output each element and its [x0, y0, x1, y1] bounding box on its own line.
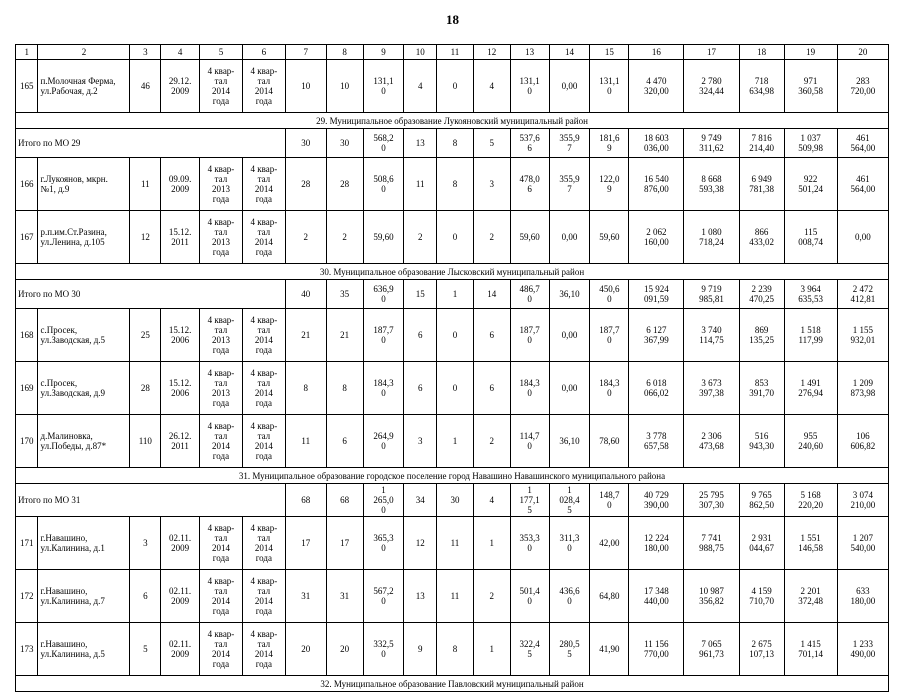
column-number-cell: 7	[285, 45, 326, 60]
table-cell: 15.12. 2011	[161, 211, 200, 264]
total-cell: 1 028,4 5	[549, 484, 590, 517]
address-cell: п.Молочная Ферма, ул.Рабочая, д.2	[38, 60, 130, 113]
table-cell: 46	[130, 60, 161, 113]
table-cell: 2 675 107,13	[739, 623, 784, 676]
table-cell: 1 155 932,01	[837, 309, 888, 362]
table-cell: 25	[130, 309, 161, 362]
table-cell: 184,3 0	[510, 362, 549, 415]
table-cell: 173	[16, 623, 38, 676]
table-cell: 2 931 044,67	[739, 517, 784, 570]
table-cell: 02.11. 2009	[161, 570, 200, 623]
table-cell: 4 квар- тал 2014 года	[242, 309, 285, 362]
table-cell: 167	[16, 211, 38, 264]
section-header-row	[16, 113, 889, 129]
table-row	[16, 415, 889, 468]
table-cell: 9	[404, 623, 437, 676]
table-cell: 2 306 473,68	[684, 415, 739, 468]
total-cell: 1 265,0 0	[363, 484, 404, 517]
table-cell: 17	[326, 517, 363, 570]
table-cell: 59,60	[363, 211, 404, 264]
table-cell: 7 065 961,73	[684, 623, 739, 676]
table-cell: 2	[404, 211, 437, 264]
table-cell: 4 квар- тал 2014 года	[242, 570, 285, 623]
table-cell: 187,7 0	[363, 309, 404, 362]
table-cell: 0	[437, 60, 474, 113]
table-cell: 122,0 9	[590, 158, 629, 211]
table-cell: 21	[285, 309, 326, 362]
table-cell: 15.12. 2006	[161, 309, 200, 362]
table-cell: 718 634,98	[739, 60, 784, 113]
total-row	[16, 129, 889, 158]
table-cell: 4 квар- тал 2014 года	[199, 570, 242, 623]
column-number-cell: 8	[326, 45, 363, 60]
table-cell: 866 433,02	[739, 211, 784, 264]
total-cell: 13	[404, 129, 437, 158]
total-cell: 5 168 220,20	[784, 484, 837, 517]
section-title: 29. Муниципальное образование Лукояновский муниципальный район	[16, 113, 889, 129]
column-number-cell: 18	[739, 45, 784, 60]
housing-program-table	[15, 44, 889, 692]
total-cell: 181,6 9	[590, 129, 629, 158]
total-cell: 30	[437, 484, 474, 517]
table-cell: 4 квар- тал 2014 года	[199, 517, 242, 570]
table-cell: 4 квар- тал 2014 года	[242, 211, 285, 264]
table-cell: 922 501,24	[784, 158, 837, 211]
table-cell: 332,5 0	[363, 623, 404, 676]
table-cell: 0,00	[549, 211, 590, 264]
total-cell: 461 564,00	[837, 129, 888, 158]
address-cell: г.Навашино, ул.Калинина, д.1	[38, 517, 130, 570]
section-title: 31. Муниципальное образование городское поселение город Навашино Навашинского муниципального района	[16, 468, 889, 484]
table-cell: 2 062 160,00	[629, 211, 684, 264]
total-cell: 2 239 470,25	[739, 280, 784, 309]
table-cell: 2	[473, 415, 510, 468]
table-cell: 6	[404, 309, 437, 362]
table-cell: 114,7 0	[510, 415, 549, 468]
table-cell: 11 156 770,00	[629, 623, 684, 676]
total-label: Итого по МО 30	[16, 280, 286, 309]
total-label: Итого по МО 29	[16, 129, 286, 158]
table-cell: 28	[326, 158, 363, 211]
table-cell: 2	[326, 211, 363, 264]
table-cell: 4 квар- тал 2014 года	[242, 517, 285, 570]
total-cell: 3 074 210,00	[837, 484, 888, 517]
table-cell: 2 780 324,44	[684, 60, 739, 113]
total-cell: 2 472 412,81	[837, 280, 888, 309]
total-cell: 9 765 862,50	[739, 484, 784, 517]
table-cell: 353,3 0	[510, 517, 549, 570]
table-cell: 106 606,82	[837, 415, 888, 468]
table-cell: 7 741 988,75	[684, 517, 739, 570]
table-cell: 11	[130, 158, 161, 211]
total-cell: 1 177,1 5	[510, 484, 549, 517]
table-cell: 11	[437, 570, 474, 623]
column-number-cell: 20	[837, 45, 888, 60]
address-cell: с.Просек, ул.Заводская, д.9	[38, 362, 130, 415]
table-cell: 322,4 5	[510, 623, 549, 676]
table-cell: 3	[404, 415, 437, 468]
table-cell: 8	[326, 362, 363, 415]
table-cell: 1	[437, 415, 474, 468]
table-cell: 1	[473, 623, 510, 676]
table-cell: 31	[285, 570, 326, 623]
table-cell: 6	[473, 309, 510, 362]
address-cell: д.Малиновка, ул.Победы, д.87*	[38, 415, 130, 468]
table-cell: 21	[326, 309, 363, 362]
table-cell: 10	[285, 60, 326, 113]
table-cell: 311,3 0	[549, 517, 590, 570]
table-row	[16, 60, 889, 113]
table-cell: 633 180,00	[837, 570, 888, 623]
total-cell: 450,6 0	[590, 280, 629, 309]
table-cell: 12	[404, 517, 437, 570]
table-cell: 4 квар- тал 2014 года	[242, 415, 285, 468]
table-cell: 4 квар- тал 2013 года	[199, 362, 242, 415]
address-cell: с.Просек, ул.Заводская, д.5	[38, 309, 130, 362]
table-cell: 166	[16, 158, 38, 211]
table-cell: 6	[404, 362, 437, 415]
table-cell: 6 127 367,99	[629, 309, 684, 362]
column-number-cell: 14	[549, 45, 590, 60]
total-cell: 3 964 635,53	[784, 280, 837, 309]
page-number: 18	[446, 12, 459, 27]
total-label: Итого по МО 31	[16, 484, 286, 517]
column-number-cell: 19	[784, 45, 837, 60]
table-cell: 4 квар- тал 2014 года	[242, 362, 285, 415]
table-cell: 1 209 873,98	[837, 362, 888, 415]
column-number-cell: 4	[161, 45, 200, 60]
table-cell: 4 квар- тал 2014 года	[242, 623, 285, 676]
table-cell: 508,6 0	[363, 158, 404, 211]
section-header-row	[16, 676, 889, 692]
table-cell: 170	[16, 415, 38, 468]
total-cell: 15 924 091,59	[629, 280, 684, 309]
table-cell: 31	[326, 570, 363, 623]
table-cell: 4 159 710,70	[739, 570, 784, 623]
table-cell: 461 564,00	[837, 158, 888, 211]
total-cell: 5	[473, 129, 510, 158]
table-row	[16, 158, 889, 211]
column-number-cell: 9	[363, 45, 404, 60]
table-cell: 131,1 0	[590, 60, 629, 113]
total-cell: 34	[404, 484, 437, 517]
total-cell: 68	[326, 484, 363, 517]
table-cell: 10 987 356,82	[684, 570, 739, 623]
table-cell: 4 квар- тал 2014 года	[199, 415, 242, 468]
table-cell: 187,7 0	[590, 309, 629, 362]
table-cell: 4	[404, 60, 437, 113]
table-cell: 168	[16, 309, 38, 362]
table-cell: 6 949 781,38	[739, 158, 784, 211]
total-cell: 25 795 307,30	[684, 484, 739, 517]
column-number-row	[16, 45, 889, 60]
table-cell: 283 720,00	[837, 60, 888, 113]
table-cell: 184,3 0	[363, 362, 404, 415]
table-cell: 516 943,30	[739, 415, 784, 468]
table-row	[16, 362, 889, 415]
table-cell: 8 668 593,38	[684, 158, 739, 211]
column-number-cell: 3	[130, 45, 161, 60]
total-cell: 636,9 0	[363, 280, 404, 309]
section-title: 30. Муниципальное образование Лысковский муниципальный район	[16, 264, 889, 280]
table-cell: 17 348 440,00	[629, 570, 684, 623]
table-cell: 0	[437, 309, 474, 362]
table-cell: 12 224 180,00	[629, 517, 684, 570]
table-cell: 4 квар- тал 2014 года	[242, 158, 285, 211]
table-cell: 6	[130, 570, 161, 623]
table-cell: 15.12. 2006	[161, 362, 200, 415]
address-cell: г.Навашино, ул.Калинина, д.7	[38, 570, 130, 623]
table-cell: 4 квар- тал 2013 года	[199, 211, 242, 264]
total-cell: 36,10	[549, 280, 590, 309]
table-cell: 3 740 114,75	[684, 309, 739, 362]
table-cell: 4 квар- тал 2014 года	[199, 623, 242, 676]
table-cell: 131,1 0	[510, 60, 549, 113]
table-cell: 115 008,74	[784, 211, 837, 264]
column-number-cell: 6	[242, 45, 285, 60]
table-row	[16, 570, 889, 623]
table-cell: 172	[16, 570, 38, 623]
table-cell: 187,7 0	[510, 309, 549, 362]
total-cell: 18 603 036,00	[629, 129, 684, 158]
table-cell: 36,10	[549, 415, 590, 468]
total-cell: 40	[285, 280, 326, 309]
table-cell: 11	[437, 517, 474, 570]
section-title: 32. Муниципальное образование Павловский муниципальный район	[16, 676, 889, 692]
section-header-row	[16, 264, 889, 280]
column-number-cell: 13	[510, 45, 549, 60]
total-cell: 148,7 0	[590, 484, 629, 517]
column-number-cell: 17	[684, 45, 739, 60]
table-cell: 6	[326, 415, 363, 468]
table-cell: 264,9 0	[363, 415, 404, 468]
total-cell: 14	[473, 280, 510, 309]
table-cell: 1 415 701,14	[784, 623, 837, 676]
column-number-cell: 5	[199, 45, 242, 60]
table-cell: 131,1 0	[363, 60, 404, 113]
table-cell: 4 квар- тал 2013 года	[199, 158, 242, 211]
table-cell: 169	[16, 362, 38, 415]
column-number-cell: 12	[473, 45, 510, 60]
table-cell: 4 квар- тал 2013 года	[199, 309, 242, 362]
table-cell: 1 233 490,00	[837, 623, 888, 676]
table-cell: 171	[16, 517, 38, 570]
table-cell: 13	[404, 570, 437, 623]
table-cell: 280,5 5	[549, 623, 590, 676]
total-cell: 1 037 509,98	[784, 129, 837, 158]
table-cell: 184,3 0	[590, 362, 629, 415]
table-cell: 4 квар- тал 2014 года	[199, 60, 242, 113]
table-cell: 59,60	[590, 211, 629, 264]
table-cell: 02.11. 2009	[161, 623, 200, 676]
table-row	[16, 517, 889, 570]
table-cell: 64,80	[590, 570, 629, 623]
table-cell: 436,6 0	[549, 570, 590, 623]
table-cell: 3	[130, 517, 161, 570]
table-cell: 17	[285, 517, 326, 570]
total-cell: 568,2 0	[363, 129, 404, 158]
column-number-cell: 11	[437, 45, 474, 60]
table-cell: 0	[437, 211, 474, 264]
table-cell: 110	[130, 415, 161, 468]
table-cell: 2	[473, 211, 510, 264]
total-cell: 537,6 6	[510, 129, 549, 158]
section-header-row	[16, 468, 889, 484]
table-cell: 165	[16, 60, 38, 113]
table-cell: 4 квар- тал 2014 года	[242, 60, 285, 113]
table-cell: 4 470 320,00	[629, 60, 684, 113]
table-row	[16, 309, 889, 362]
total-cell: 486,7 0	[510, 280, 549, 309]
total-cell: 35	[326, 280, 363, 309]
table-cell: 11	[404, 158, 437, 211]
table-cell: 20	[285, 623, 326, 676]
table-cell: 567,2 0	[363, 570, 404, 623]
table-cell: 355,9 7	[549, 158, 590, 211]
address-cell: г.Лукоянов, мкрн. №1, д.9	[38, 158, 130, 211]
table-cell: 955 240,60	[784, 415, 837, 468]
table-cell: 02.11. 2009	[161, 517, 200, 570]
total-cell: 30	[285, 129, 326, 158]
table-cell: 26.12. 2011	[161, 415, 200, 468]
total-cell: 40 729 390,00	[629, 484, 684, 517]
table-cell: 0,00	[549, 309, 590, 362]
table-cell: 0,00	[549, 362, 590, 415]
total-cell: 7 816 214,40	[739, 129, 784, 158]
table-cell: 6 018 066,02	[629, 362, 684, 415]
table-cell: 42,00	[590, 517, 629, 570]
table-cell: 6	[473, 362, 510, 415]
address-cell: р.п.им.Ст.Разина, ул.Ленина, д.105	[38, 211, 130, 264]
table-row	[16, 211, 889, 264]
table-cell: 853 391,70	[739, 362, 784, 415]
total-cell: 30	[326, 129, 363, 158]
table-cell: 8	[437, 158, 474, 211]
table-cell: 1 518 117,99	[784, 309, 837, 362]
total-cell: 15	[404, 280, 437, 309]
table-cell: 501,4 0	[510, 570, 549, 623]
table-cell: 09.09. 2009	[161, 158, 200, 211]
column-number-cell: 2	[38, 45, 130, 60]
table-cell: 2 201 372,48	[784, 570, 837, 623]
table-cell: 10	[326, 60, 363, 113]
total-cell: 355,9 7	[549, 129, 590, 158]
table-cell: 41,90	[590, 623, 629, 676]
table-cell: 0,00	[837, 211, 888, 264]
column-number-cell: 15	[590, 45, 629, 60]
table-cell: 16 540 876,00	[629, 158, 684, 211]
table-cell: 869 135,25	[739, 309, 784, 362]
table-cell: 1	[473, 517, 510, 570]
table-cell: 28	[130, 362, 161, 415]
table-cell: 3 673 397,38	[684, 362, 739, 415]
table-cell: 0,00	[549, 60, 590, 113]
table-cell: 0	[437, 362, 474, 415]
address-cell: г.Навашино, ул.Калинина, д.5	[38, 623, 130, 676]
table-cell: 1 080 718,24	[684, 211, 739, 264]
table-cell: 3	[473, 158, 510, 211]
column-number-cell: 10	[404, 45, 437, 60]
table-cell: 11	[285, 415, 326, 468]
total-row	[16, 280, 889, 309]
total-row	[16, 484, 889, 517]
table-cell: 2	[285, 211, 326, 264]
total-cell: 8	[437, 129, 474, 158]
table-cell: 1 491 276,94	[784, 362, 837, 415]
total-cell: 4	[473, 484, 510, 517]
table-cell: 78,60	[590, 415, 629, 468]
table-cell: 59,60	[510, 211, 549, 264]
table-cell: 2	[473, 570, 510, 623]
table-cell: 12	[130, 211, 161, 264]
table-cell: 5	[130, 623, 161, 676]
table-cell: 28	[285, 158, 326, 211]
column-number-cell: 16	[629, 45, 684, 60]
table-cell: 1 551 146,58	[784, 517, 837, 570]
total-cell: 1	[437, 280, 474, 309]
table-cell: 20	[326, 623, 363, 676]
total-cell: 68	[285, 484, 326, 517]
table-cell: 4	[473, 60, 510, 113]
table-cell: 365,3 0	[363, 517, 404, 570]
total-cell: 9 749 311,62	[684, 129, 739, 158]
table-row	[16, 623, 889, 676]
table-cell: 971 360,58	[784, 60, 837, 113]
table-cell: 8	[285, 362, 326, 415]
table-cell: 1 207 540,00	[837, 517, 888, 570]
table-cell: 8	[437, 623, 474, 676]
table-cell: 3 778 657,58	[629, 415, 684, 468]
table-cell: 478,0 6	[510, 158, 549, 211]
column-number-cell: 1	[16, 45, 38, 60]
total-cell: 9 719 985,81	[684, 280, 739, 309]
table-cell: 29.12. 2009	[161, 60, 200, 113]
